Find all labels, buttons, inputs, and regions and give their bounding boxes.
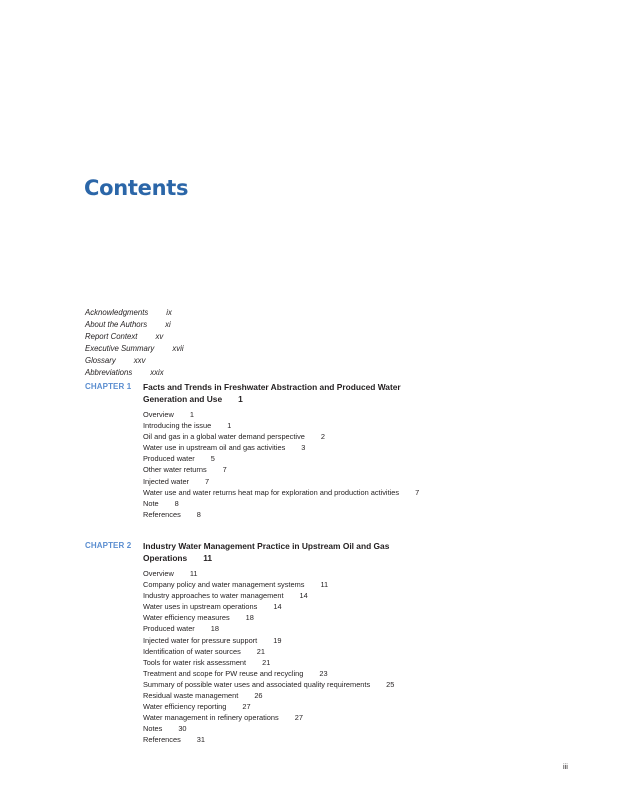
entry-title: Produced water	[143, 454, 195, 464]
entry-title: References	[143, 735, 181, 745]
toc-entry[interactable]	[143, 668, 443, 679]
entry-page: 1	[189, 410, 194, 419]
toc-entry[interactable]	[143, 623, 443, 634]
toc-entry[interactable]	[143, 476, 443, 487]
entry-page: 18	[245, 613, 254, 623]
toc-entry[interactable]	[143, 442, 443, 453]
entry-page: 7	[222, 465, 227, 475]
entry-page: 8	[174, 498, 179, 508]
toc-entry[interactable]	[143, 579, 443, 590]
page-number: iii	[563, 762, 568, 771]
entry-title: Glossary	[85, 356, 116, 366]
chapter-title-text: Facts and Trends in Freshwater Abstraction and Produced Water Generation and Use	[143, 382, 401, 404]
chapter-title[interactable]	[143, 541, 405, 564]
toc-entry[interactable]	[85, 307, 184, 319]
entry-title: Treatment and scope for PW reuse and recycling	[143, 668, 304, 678]
toc-entry[interactable]	[85, 331, 184, 343]
entry-title: Report Context	[85, 332, 138, 342]
entry-page: 5	[210, 454, 215, 464]
toc-entry[interactable]	[85, 355, 184, 367]
toc-entry[interactable]	[143, 487, 443, 498]
entry-page: xi	[165, 320, 171, 330]
toc-entry[interactable]	[85, 343, 184, 355]
entry-title: Note	[143, 498, 159, 508]
entry-page: 21	[262, 657, 271, 667]
entry-title: Residual waste management	[143, 691, 239, 701]
toc-entry[interactable]	[143, 679, 443, 690]
entry-title: Water efficiency reporting	[143, 702, 227, 712]
toc-entry[interactable]	[143, 453, 443, 464]
chapter-entries	[143, 568, 443, 746]
entry-page: 11	[320, 580, 329, 590]
chapter-label: CHAPTER 1	[85, 382, 132, 391]
toc-entry[interactable]	[143, 420, 443, 431]
entry-page: 21	[256, 646, 266, 656]
toc-entry[interactable]	[143, 568, 443, 579]
chapter-page: 1	[238, 393, 243, 404]
entry-page: 25	[386, 679, 395, 689]
entry-title: Overview	[143, 410, 174, 419]
entry-page: 2	[320, 432, 325, 442]
entry-title: Acknowledgments	[85, 308, 149, 317]
entry-title: Notes	[143, 724, 163, 734]
entry-page: 31	[196, 735, 206, 745]
entry-title: Water efficiency measures	[143, 613, 230, 623]
toc-entry[interactable]	[143, 712, 443, 723]
entry-title: Executive Summary	[85, 344, 155, 354]
chapter-title-text: Industry Water Management Practice in Upstream Oil and Gas Operations	[143, 541, 390, 563]
entry-page: xvii	[172, 344, 184, 354]
toc-entry[interactable]	[143, 409, 443, 420]
entry-title: Introducing the issue	[143, 421, 212, 431]
entry-title: Summary of possible water uses and associated quality requirements	[143, 679, 371, 689]
toc-entry[interactable]	[143, 723, 443, 734]
chapter-page: 11	[203, 552, 213, 563]
toc-entry[interactable]	[143, 612, 443, 623]
toc-entry[interactable]	[143, 646, 443, 657]
entry-page: 27	[242, 702, 251, 712]
entry-page: 14	[273, 602, 282, 612]
entry-title: Injected water for pressure support	[143, 635, 258, 645]
toc-entry[interactable]	[85, 367, 184, 379]
entry-title: Industry approaches to water management	[143, 591, 284, 601]
entry-page: ix	[166, 308, 172, 317]
entry-title: Tools for water risk assessment	[143, 657, 247, 667]
toc-entry[interactable]	[143, 509, 443, 520]
entry-page: 19	[273, 635, 282, 645]
entry-page: 27	[294, 713, 303, 723]
chapter-entries	[143, 409, 443, 520]
entry-page: 1	[227, 421, 232, 431]
entry-page: 23	[319, 668, 328, 678]
entry-title: References	[143, 509, 181, 519]
entry-title: Water use and water returns heat map for exploration and production activities	[143, 487, 400, 497]
entry-page: 26	[254, 691, 263, 701]
entry-title: Water uses in upstream operations	[143, 602, 258, 612]
entry-title: Oil and gas in a global water demand perspective	[143, 432, 305, 442]
entry-title: Water use in upstream oil and gas activities	[143, 443, 286, 453]
entry-page: 7	[415, 487, 420, 497]
toc-entry[interactable]	[143, 657, 443, 668]
toc-entry[interactable]	[143, 734, 443, 745]
entry-page: 7	[205, 476, 210, 486]
entry-page: xxv	[133, 356, 146, 366]
toc-entry[interactable]	[143, 635, 443, 646]
chapter-title[interactable]	[143, 382, 405, 405]
toc-entry[interactable]	[143, 464, 443, 475]
page-title: Contents	[84, 176, 189, 200]
toc-entry[interactable]	[143, 590, 443, 601]
toc-entry[interactable]	[143, 601, 443, 612]
entry-page: xxix	[150, 368, 164, 378]
entry-title: Other water returns	[143, 465, 207, 475]
entry-title: About the Authors	[85, 320, 148, 330]
entry-title: Produced water	[143, 624, 195, 634]
entry-title: Injected water	[143, 476, 190, 486]
entry-page: 11	[189, 569, 198, 578]
toc-entry[interactable]	[85, 319, 184, 331]
entry-page: 18	[210, 624, 219, 634]
toc-entry[interactable]	[143, 690, 443, 701]
entry-page: 8	[196, 509, 201, 519]
toc-entry[interactable]	[143, 431, 443, 442]
entry-title: Abbreviations	[85, 368, 133, 378]
entry-page: 14	[299, 591, 308, 601]
entry-page: 3	[301, 443, 306, 453]
entry-title: Water management in refinery operations	[143, 713, 279, 723]
entry-title: Identification of water sources	[143, 646, 241, 656]
front-matter-list	[85, 307, 184, 380]
entry-page: xv	[155, 332, 164, 342]
toc-entry[interactable]	[143, 701, 443, 712]
chapter-label: CHAPTER 2	[85, 541, 132, 550]
entry-page: 30	[178, 724, 187, 734]
entry-title: Overview	[143, 569, 174, 578]
entry-title: Company policy and water management systems	[143, 580, 305, 590]
toc-entry[interactable]	[143, 498, 443, 509]
